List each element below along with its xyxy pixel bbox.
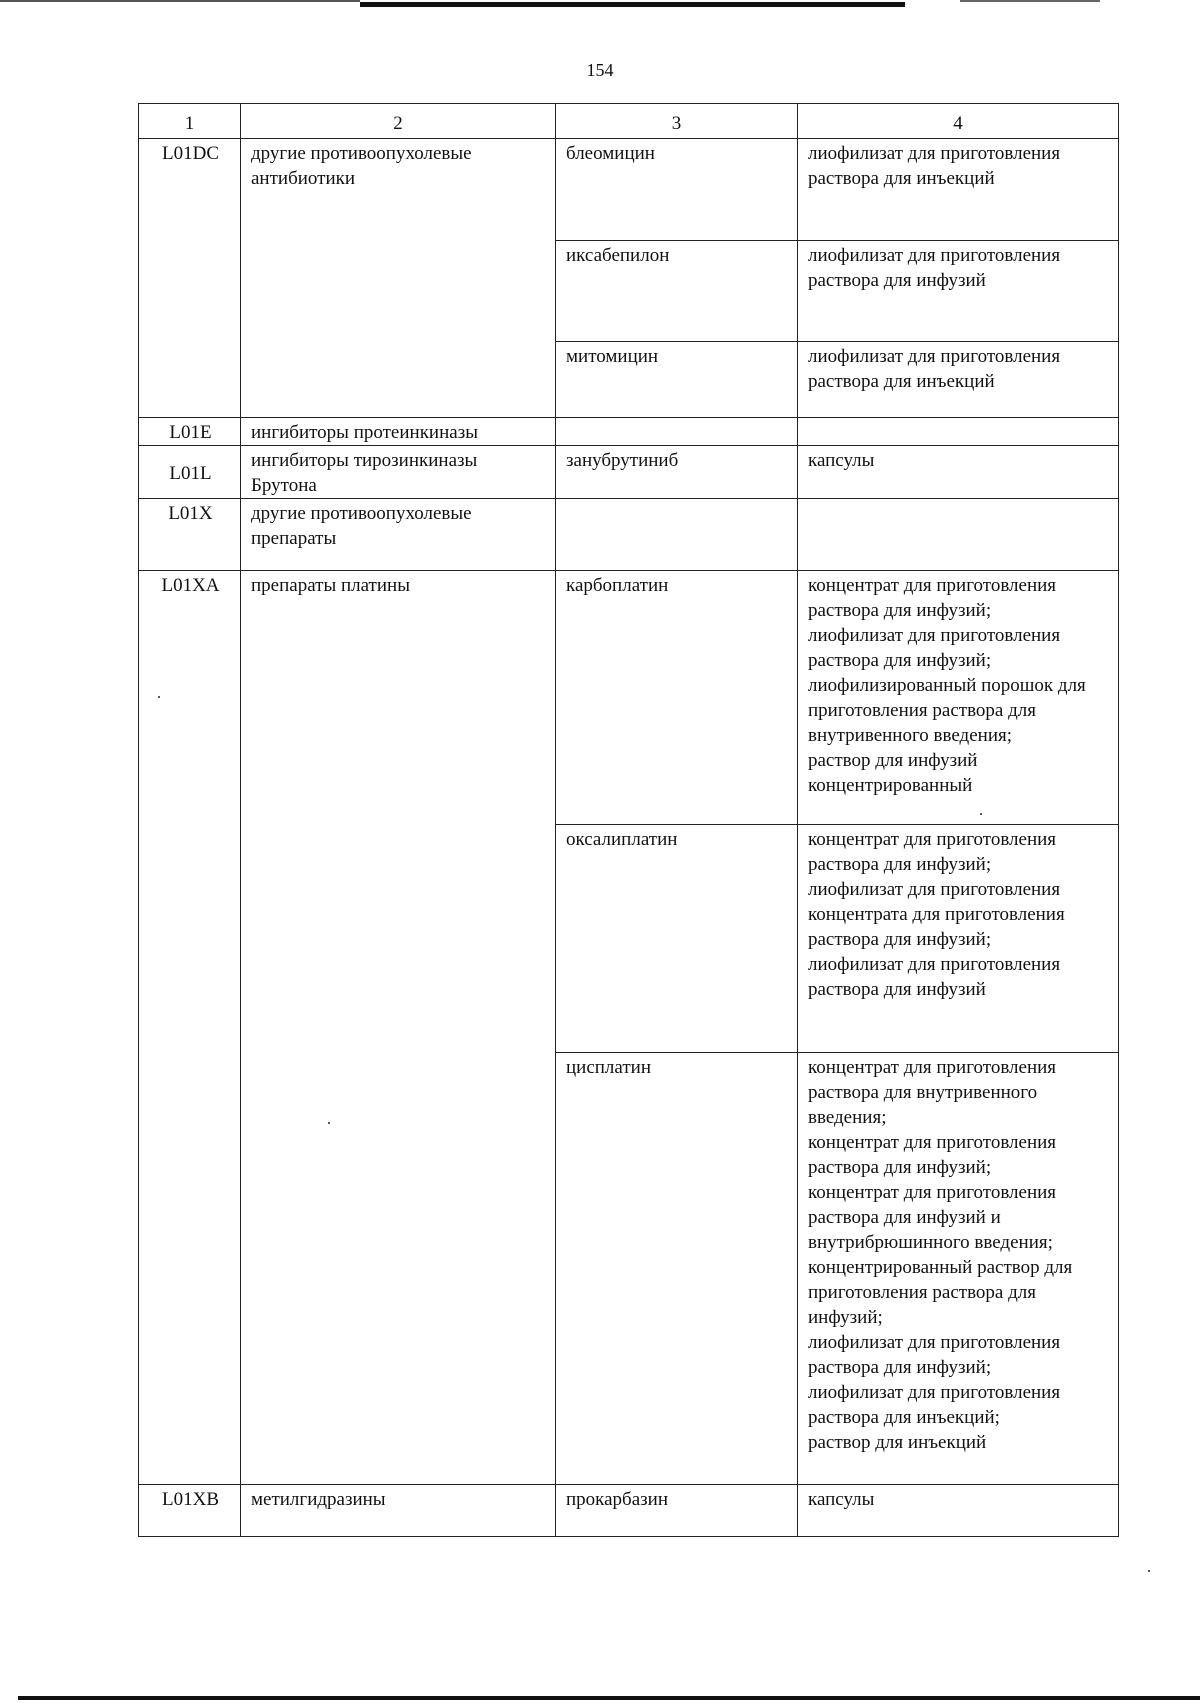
dosage-forms: концентрат для приготовления раствора для инфузий; лиофилизат для приготовления раствора для инфузий; лиофилизированный порошок для приготовления раствора для внутривенного введения; раствор для инфузий концентрированный: [798, 571, 1119, 825]
drug-name: блеомицин: [556, 139, 798, 241]
dosage-forms: [798, 418, 1119, 446]
atc-code: L01DC: [139, 139, 241, 418]
column-header: 1: [139, 104, 241, 139]
atc-group: ингибиторы протеинкиназы: [241, 418, 556, 446]
dosage-forms: концентрат для приготовления раствора для инфузий; лиофилизат для приготовления концентрата для приготовления раствора для инфузий; лиофилизат для приготовления раствора для инфузий: [798, 825, 1119, 1053]
header-row: [139, 104, 1119, 139]
medication-table: [138, 103, 1119, 1537]
drug-name: оксалиплатин: [556, 825, 798, 1053]
drug-name: [556, 418, 798, 446]
scan-speck: [1148, 1570, 1150, 1572]
drug-name: карбоплатин: [556, 571, 798, 825]
table-row: [139, 418, 1119, 446]
atc-code: L01XA: [139, 571, 241, 1485]
atc-group: другие противоопухолевые препараты: [241, 499, 556, 571]
column-header: 4: [798, 104, 1119, 139]
drug-name: иксабепилон: [556, 241, 798, 342]
drug-name: занубрутиниб: [556, 446, 798, 499]
drug-name: прокарбазин: [556, 1485, 798, 1537]
scan-edge-line: [960, 0, 1100, 2]
drug-name: митомицин: [556, 342, 798, 418]
dosage-forms: капсулы: [798, 446, 1119, 499]
atc-group: метилгидразины: [241, 1485, 556, 1537]
scan-edge-line: [360, 2, 905, 7]
table-row: [139, 1485, 1119, 1537]
dosage-forms: лиофилизат для приготовления раствора для инфузий: [798, 241, 1119, 342]
scan-edge-line: [0, 0, 360, 2]
table-row: [139, 446, 1119, 499]
atc-group: другие противоопухолевые антибиотики: [241, 139, 556, 418]
table-row: [139, 571, 1119, 825]
scan-edge-line: [18, 1696, 1200, 1700]
atc-code: L01L: [139, 446, 241, 499]
dosage-forms: [798, 499, 1119, 571]
atc-code: L01XB: [139, 1485, 241, 1537]
atc-group: ингибиторы тирозинкиназы Брутона: [241, 446, 556, 499]
dosage-forms: лиофилизат для приготовления раствора для инъекций: [798, 139, 1119, 241]
atc-code: L01X: [139, 499, 241, 571]
dosage-forms: капсулы: [798, 1485, 1119, 1537]
page-number: 154: [586, 60, 614, 80]
table-row: [139, 499, 1119, 571]
table-row: [139, 139, 1119, 241]
drug-name: [556, 499, 798, 571]
dosage-forms: лиофилизат для приготовления раствора для инъекций: [798, 342, 1119, 418]
column-header: 3: [556, 104, 798, 139]
dosage-forms: концентрат для приготовления раствора для внутривенного введения; концентрат для приготовления раствора для инфузий; концентрат для приготовления раствора для инфузий и внутрибрюшинного введения; концентрированный раствор для приготовления раствора для инфузий; лиофилизат для приготовления раствора для инфузий; лиофилизат для приготовления раствора для инъекций; раствор для инъекций: [798, 1053, 1119, 1485]
atc-code: L01E: [139, 418, 241, 446]
column-header: 2: [241, 104, 556, 139]
drug-name: цисплатин: [556, 1053, 798, 1485]
atc-group: препараты платины: [241, 571, 556, 1485]
